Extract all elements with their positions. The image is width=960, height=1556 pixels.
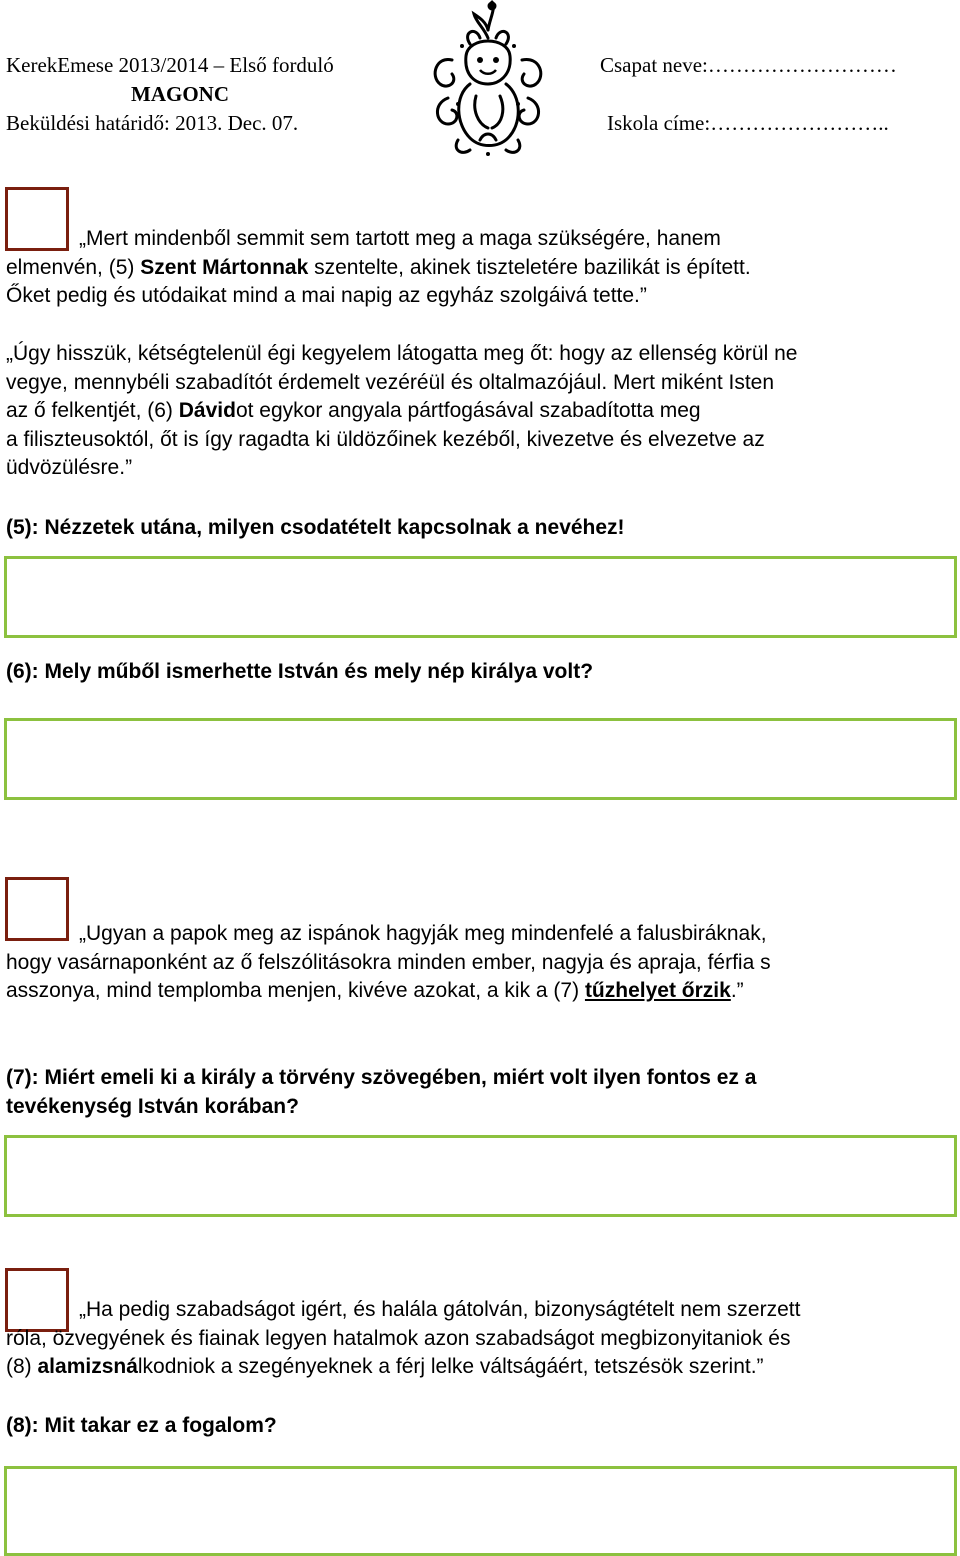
question-8: (8): Mit takar ez a fogalom? <box>6 1414 277 1437</box>
answer-box-6[interactable] <box>4 718 957 800</box>
category-title: MAGONC <box>131 82 229 106</box>
answer-box-8[interactable] <box>4 1466 957 1556</box>
header-left <box>6 51 334 138</box>
team-name-label: Csapat neve:……………………… <box>600 53 897 77</box>
emese-seedling-logo-icon <box>418 0 558 160</box>
question-7: (7): Miért emeli ki a király a törvény szövegében, miért volt ilyen fontos ez a tevékenység István korában? <box>6 1066 757 1118</box>
answer-box-7[interactable] <box>4 1135 957 1217</box>
deadline-text: Beküldési határidő: 2013. Dec. 07. <box>6 111 299 135</box>
question-5: (5): Nézzetek utána, milyen csodatételt kapcsolnak a nevéhez! <box>6 516 625 539</box>
question-6: (6): Mely műből ismerhette István és mely nép királya volt? <box>6 660 594 683</box>
quote-szabadsag: „Ha pedig szabadságot igért, és halála gátolván, bizonyságtételt nem szerzett róla, özvegyének és fiainak legyen hatalmok azon szabadságot megbizonyitaniok és (8) alamizsnálkodniok a szegényeknek a férj lelke váltságáért, tetszésök szerint.” <box>6 1298 801 1378</box>
quote-david: „Úgy hisszük, kétségtelenül égi kegyelem látogatta meg őt: hogy az ellenség körül ne vegye, mennybéli szabadítót érdemelt vezéréül és oltalmazójául. Mert miként Isten az ő felkentjét, (6) Dávidot egykor angyala pártfogásával szabadította meg a filiszteusoktól, őt is így ragadta ki üldözőinek kezéből, kivezetve és elvezetve az üdvözülésre.” <box>6 342 798 479</box>
quote-szent-marton: „Mert mindenből semmit sem tartott meg a maga szükségére, hanem elmenvén, (5) Szent Mártonnak szentelte, akinek tiszteletére bazilikát is épített. Őket pedig és utódaikat mind a mai napig az egyház szolgáivá tette.” <box>6 227 751 307</box>
competition-title: KerekEmese 2013/2014 – Első forduló <box>6 53 334 77</box>
answer-box-5[interactable] <box>4 556 957 638</box>
school-address-label: Iskola címe:…………………….. <box>607 111 889 135</box>
header-right <box>600 51 897 138</box>
quote-vasarnap: „Ugyan a papok meg az ispánok hagyják meg mindenfelé a falusbiráknak, hogy vasárnaponként az ő felszólitásokra minden ember, nagyja és apraja, férfia s asszonya, mind templomba menjen, kivéve azokat, a kik a (7) tűzhelyet őrzik.” <box>6 922 771 1002</box>
